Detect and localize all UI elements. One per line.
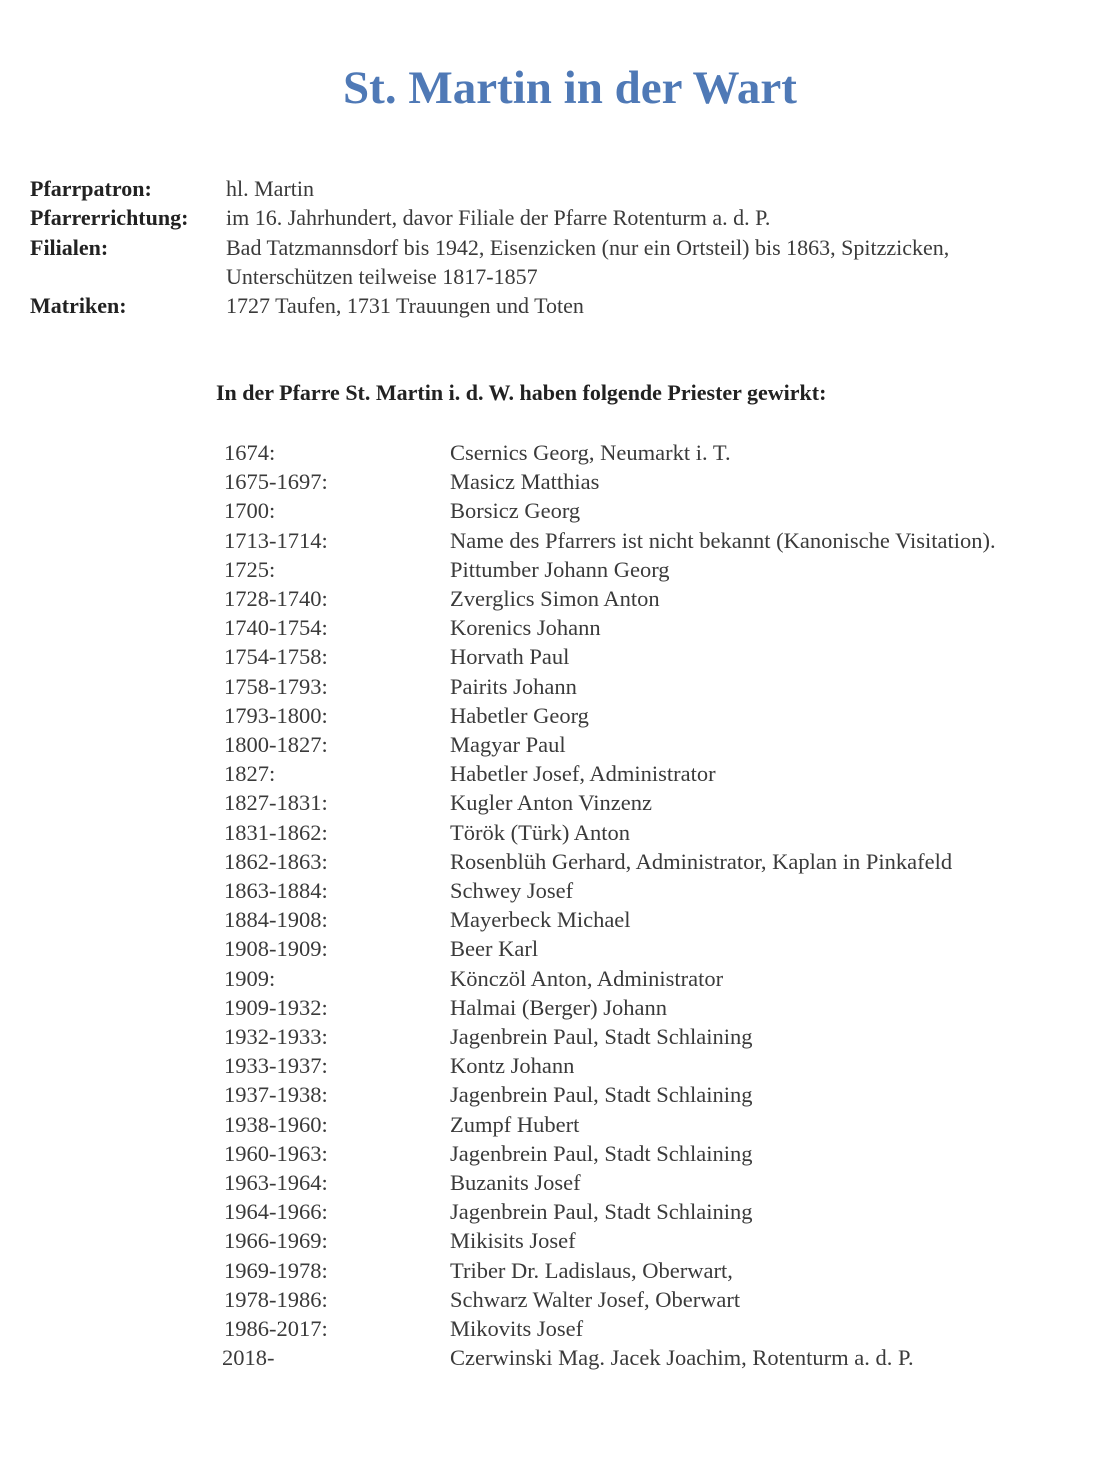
priest-row [224,759,1094,788]
priest-row [224,584,1094,613]
priest-row [224,1139,1094,1168]
priest-name: Kontz Johann [450,1053,575,1079]
priest-row [224,1197,1094,1226]
priest-row [224,526,1094,555]
parish-info [30,174,1080,320]
priest-name: Jagenbrein Paul, Stadt Schlaining [450,1024,753,1050]
priest-row [224,496,1094,525]
priest-row [224,555,1094,584]
priest-name: Name des Pfarrers ist nicht bekannt (Kanonische Visitation). [450,527,996,553]
priest-years: 1966-1969: [224,1228,328,1254]
priest-name: Habetler Georg [450,702,589,728]
priest-name: Borsicz Georg [450,498,581,524]
priest-row [224,1168,1094,1197]
priest-years: 1909-1932: [224,994,328,1020]
priest-row [224,1051,1094,1080]
priest-name: Pairits Johann [450,673,577,699]
info-row [30,291,1080,320]
info-row [30,203,1080,232]
priest-row [224,642,1094,671]
priest-years: 1674: [224,440,276,465]
priest-years: 1740-1754: [224,615,328,641]
info-row [30,174,1080,203]
priest-name: Jagenbrein Paul, Stadt Schlaining [450,1082,753,1108]
priest-years: 1831-1862: [224,819,328,845]
priest-years: 1728-1740: [224,586,328,612]
priest-name: Korenics Johann [450,615,601,641]
priest-name: Magyar Paul [450,732,566,758]
priest-row [224,905,1094,934]
priest-row [224,1022,1094,1051]
priest-name: Mikovits Josef [450,1316,584,1342]
priest-years: 1675-1697: [224,469,328,495]
priest-years: 1713-1714: [224,527,328,553]
priest-name: Jagenbrein Paul, Stadt Schlaining [450,1140,753,1166]
priest-years: 1758-1793: [224,673,328,699]
info-label: Matriken: [30,293,127,319]
priest-name: Masicz Matthias [450,469,600,495]
priest-name: Beer Karl [450,936,539,962]
priest-row [224,438,1094,467]
priest-name: Török (Türk) Anton [450,819,630,845]
priest-years: 1909: [224,965,276,991]
priest-years: 1964-1966: [224,1199,328,1225]
priest-row [224,1110,1094,1139]
info-value: Bad Tatzmannsdorf bis 1942, Eisenzicken (nur ein Ortsteil) bis 1863, Spitzzicken, Unterschützen teilweise 1817-1857 [226,234,950,289]
priest-row [224,613,1094,642]
priest-name: Schwey Josef [450,878,574,904]
priest-years: 1932-1933: [224,1024,328,1050]
priest-years: 1725: [224,556,276,582]
info-value: im 16. Jahrhundert, davor Filiale der Pfarre Rotenturm a. d. P. [226,205,771,231]
page-title: St. Martin in der Wart [343,62,797,114]
priest-years: 1938-1960: [224,1111,328,1137]
info-label: Pfarrerrichtung: [30,205,189,231]
priest-list-heading: In der Pfarre St. Martin i. d. W. haben folgende Priester gewirkt: [216,380,827,405]
priest-years: 2018- [222,1345,275,1371]
priest-name: Rosenblüh Gerhard, Administrator, Kaplan in Pinkafeld [450,848,953,874]
priest-years: 1800-1827: [224,732,328,758]
priest-row [224,1256,1094,1285]
priest-list [224,438,1094,1373]
priest-years: 1908-1909: [224,936,328,962]
info-label: Filialen: [30,234,109,260]
priest-years: 1969-1978: [224,1257,328,1283]
priest-row [224,1226,1094,1255]
priest-years: 1754-1758: [224,644,328,670]
priest-row [224,467,1094,496]
priest-name: Zumpf Hubert [450,1111,580,1137]
priest-years: 1960-1963: [224,1140,328,1166]
priest-years: 1963-1964: [224,1170,328,1196]
priest-row [224,1285,1094,1314]
priest-name: Horvath Paul [450,644,570,670]
info-label: Pfarrpatron: [30,176,152,201]
priest-name: Kugler Anton Vinzenz [450,790,652,816]
priest-row [224,730,1094,759]
priest-name: Triber Dr. Ladislaus, Oberwart, [450,1257,733,1283]
priest-row [224,847,1094,876]
priest-name: Halmai (Berger) Johann [450,994,668,1020]
priest-row [224,1343,1094,1372]
priest-name: Habetler Josef, Administrator [450,761,716,787]
priest-years: 1700: [224,498,276,524]
priest-years: 1827: [224,761,276,787]
priest-row [224,788,1094,817]
priest-years: 1986-2017: [224,1316,328,1342]
priest-row [224,1080,1094,1109]
priest-name: Schwarz Walter Josef, Oberwart [450,1286,741,1312]
priest-years: 1978-1986: [224,1286,328,1312]
priest-row [224,876,1094,905]
priest-name: Csernics Georg, Neumarkt i. T. [450,440,731,465]
priest-row [224,1314,1094,1343]
info-row [30,233,1080,292]
info-value: hl. Martin [226,176,314,201]
priest-name: Pittumber Johann Georg [450,556,670,582]
priest-years: 1862-1863: [224,848,328,874]
priest-name: Könczöl Anton, Administrator [450,965,724,991]
priest-years: 1827-1831: [224,790,328,816]
priest-years: 1884-1908: [224,907,328,933]
priest-name: Czerwinski Mag. Jacek Joachim, Rotenturm a. d. P. [450,1345,914,1371]
priest-name: Buzanits Josef [450,1170,581,1196]
priest-row [224,934,1094,963]
priest-row [224,701,1094,730]
priest-name: Mikisits Josef [450,1228,576,1254]
priest-name: Mayerbeck Michael [450,907,631,933]
priest-years: 1937-1938: [224,1082,328,1108]
priest-name: Zverglics Simon Anton [450,586,660,612]
priest-row [224,672,1094,701]
info-value: 1727 Taufen, 1731 Trauungen und Toten [226,293,584,319]
priest-row [224,818,1094,847]
priest-years: 1933-1937: [224,1053,328,1079]
priest-years: 1863-1884: [224,878,328,904]
priest-name: Jagenbrein Paul, Stadt Schlaining [450,1199,753,1225]
priest-row [224,993,1094,1022]
priest-years: 1793-1800: [224,702,328,728]
priest-row [224,964,1094,993]
